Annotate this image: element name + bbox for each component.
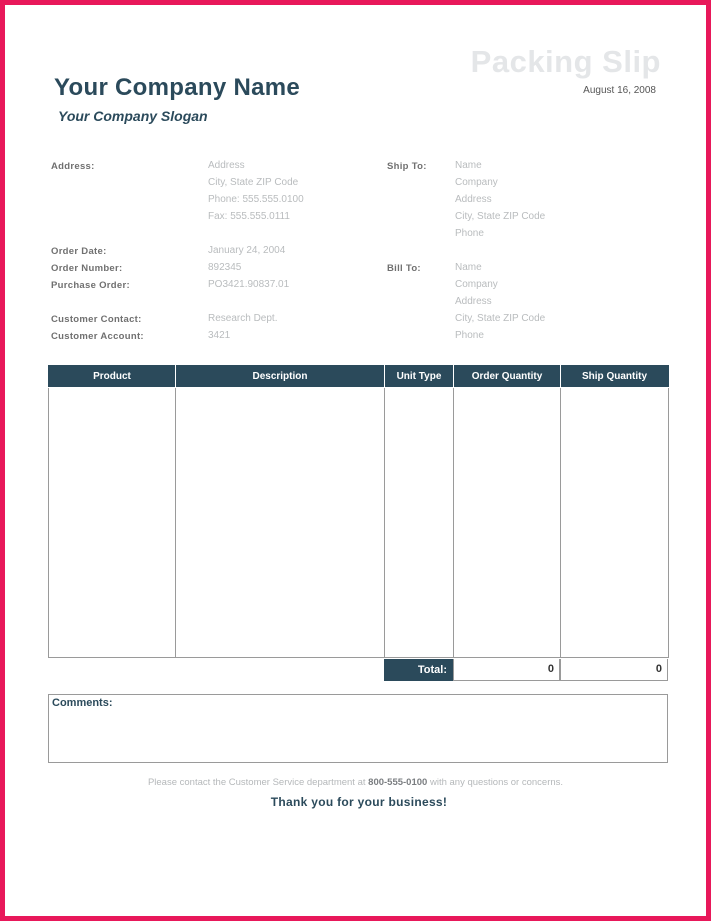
contact-text-after: with any questions or concerns.	[429, 777, 564, 788]
ship-to-line: Phone	[455, 228, 484, 239]
order-date-value: January 24, 2004	[208, 245, 286, 256]
customer-contact-value: Research Dept.	[208, 313, 278, 324]
total-label: Total:	[384, 659, 453, 681]
bill-to-line: Company	[455, 279, 498, 290]
unit-type-cell[interactable]	[385, 388, 454, 658]
purchase-order-label: Purchase Order:	[51, 280, 130, 291]
product-cell[interactable]	[49, 388, 176, 658]
order-number-label: Order Number:	[51, 263, 123, 274]
customer-account-value: 3421	[208, 330, 231, 341]
contact-line	[0, 777, 711, 788]
total-ship-quantity: 0	[560, 659, 668, 681]
customer-contact-label: Customer Contact:	[51, 314, 142, 325]
address-line: Fax: 555.555.0111	[208, 211, 290, 222]
document-date: August 16, 2008	[583, 85, 656, 96]
bill-to-line: City, State ZIP Code	[455, 313, 546, 324]
comments-label: Comments:	[52, 697, 113, 709]
order-number-value: 892345	[208, 262, 242, 273]
description-cell[interactable]	[176, 388, 385, 658]
column-header-product: Product	[49, 365, 176, 388]
thank-you-message: Thank you for your business!	[270, 795, 448, 809]
total-order-quantity: 0	[453, 659, 560, 681]
items-table	[48, 365, 669, 658]
address-line: Address	[208, 160, 245, 171]
order-date-label: Order Date:	[51, 246, 107, 257]
column-header-order-quantity: Order Quantity	[454, 365, 561, 388]
company-name: Your Company Name	[54, 74, 301, 101]
ship-to-line: Company	[455, 177, 498, 188]
bill-to-line: Phone	[455, 330, 484, 341]
bill-to-line: Address	[455, 296, 492, 307]
ship-quantity-cell[interactable]	[561, 388, 669, 658]
ship-to-line: Name	[455, 160, 482, 171]
bill-to-line: Name	[455, 262, 482, 273]
address-label: Address:	[51, 161, 95, 172]
address-line: Phone: 555.555.0100	[208, 194, 304, 205]
column-header-description: Description	[176, 365, 385, 388]
table-header-row	[49, 365, 669, 388]
table-row	[49, 388, 669, 658]
contact-text-before: Please contact the Customer Service department at	[147, 777, 366, 788]
purchase-order-value: PO3421.90837.01	[208, 279, 290, 290]
document-title: Packing Slip	[470, 44, 661, 79]
comments-box[interactable]	[48, 694, 668, 763]
address-line: City, State ZIP Code	[208, 177, 299, 188]
contact-phone: 800-555-0100	[368, 777, 428, 788]
customer-account-label: Customer Account:	[51, 331, 144, 342]
company-slogan: Your Company Slogan	[58, 108, 208, 124]
column-header-ship-quantity: Ship Quantity	[561, 365, 669, 388]
column-header-unit-type: Unit Type	[385, 365, 454, 388]
ship-to-line: Address	[455, 194, 492, 205]
order-quantity-cell[interactable]	[454, 388, 561, 658]
bill-to-label: Bill To:	[387, 263, 421, 274]
ship-to-label: Ship To:	[387, 161, 427, 172]
ship-to-line: City, State ZIP Code	[455, 211, 546, 222]
